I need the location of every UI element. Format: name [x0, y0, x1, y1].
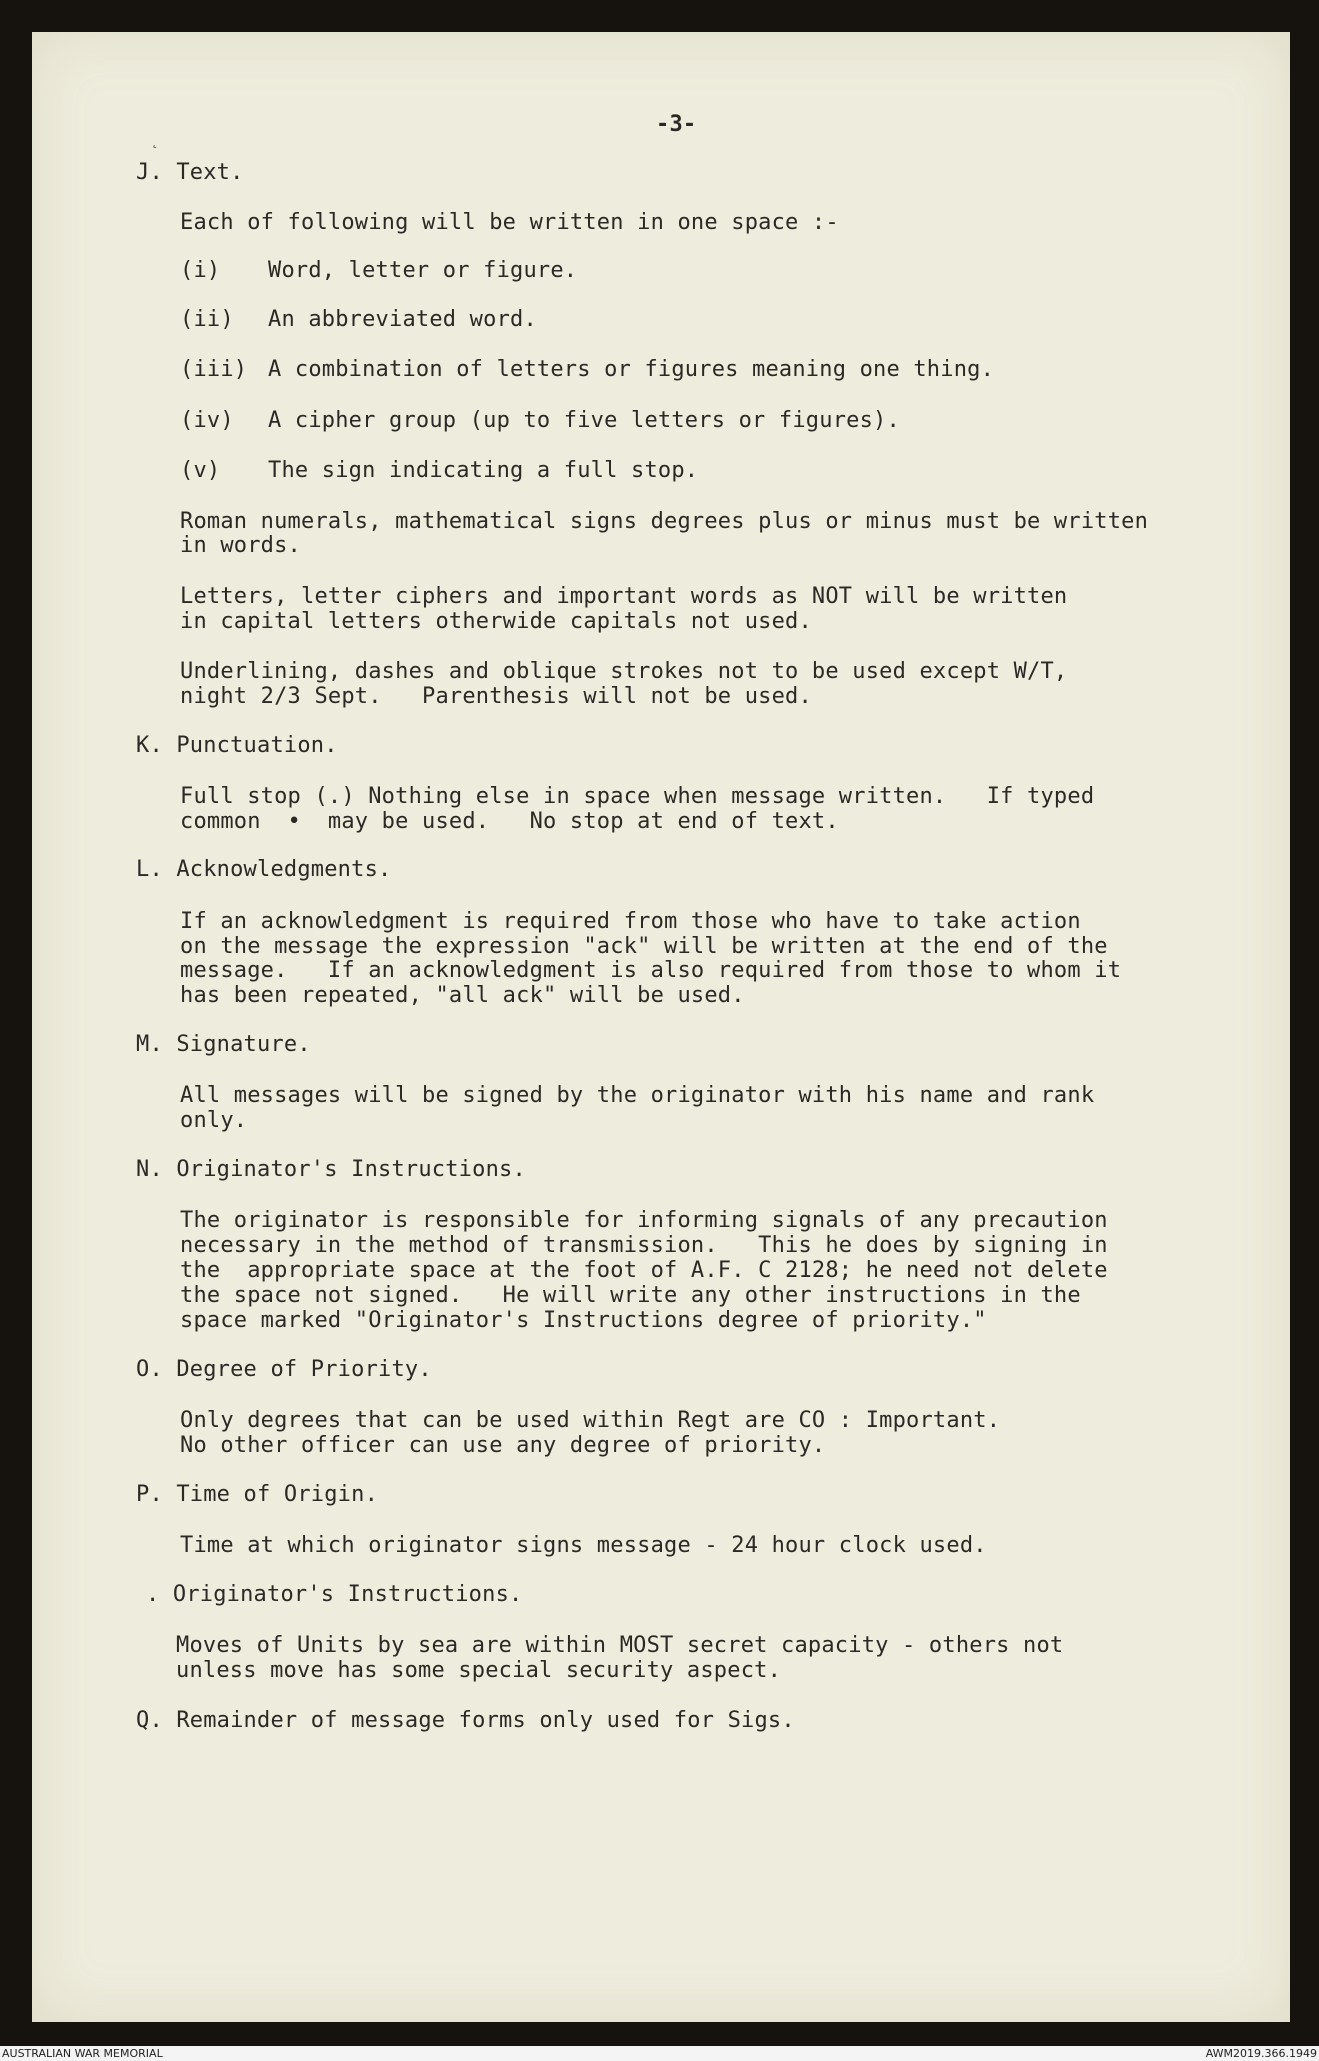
- section-k-heading: K. Punctuation.: [136, 733, 338, 758]
- list-item-text: A cipher group (up to five letters or figures).: [268, 408, 900, 433]
- list-item-number: (i): [180, 258, 221, 283]
- section-originator-line: Moves of Units by sea are within MOST secret capacity - others not: [176, 1633, 1064, 1658]
- section-j-paragraph-line: in words.: [180, 533, 302, 558]
- section-n-line: space marked "Originator's Instructions degree of priority.": [180, 1308, 987, 1333]
- stray-mark: ˛: [150, 130, 160, 149]
- section-n-line: The originator is responsible for informing signals of any precaution: [180, 1208, 1108, 1233]
- list-item-number: (iv): [180, 408, 234, 433]
- section-n-line: the space not signed. He will write any other instructions in the: [180, 1283, 1081, 1308]
- section-j-heading: J. Text.: [136, 160, 244, 185]
- section-m-heading: M. Signature.: [136, 1032, 311, 1057]
- section-k-line: common • may be used. No stop at end of text.: [180, 809, 839, 834]
- section-n-line: necessary in the method of transmission. This he does by signing in: [180, 1233, 1108, 1258]
- section-p-line: Time at which originator signs message - 24 hour clock used.: [180, 1533, 987, 1558]
- section-j-paragraph-line: Roman numerals, mathematical signs degrees plus or minus must be written: [180, 509, 1149, 534]
- list-item-text: The sign indicating a full stop.: [268, 458, 699, 483]
- section-m-line: only.: [180, 1108, 248, 1133]
- list-item-number: (iii): [180, 357, 248, 382]
- list-item-number: (ii): [180, 307, 234, 332]
- list-item-text: A combination of letters or figures meaning one thing.: [268, 357, 995, 382]
- list-item-text: Word, letter or figure.: [268, 258, 578, 283]
- list-item-number: (v): [180, 458, 221, 483]
- section-l-line: on the message the expression "ack" will be written at the end of the: [180, 934, 1108, 959]
- section-k-line: Full stop (.) Nothing else in space when message written. If typed: [180, 784, 1095, 809]
- section-j-paragraph-line: in capital letters otherwide capitals not used.: [180, 609, 812, 634]
- footer: [0, 2046, 1319, 2061]
- footer-accession-number: AWM2019.366.1949: [1205, 2047, 1317, 2060]
- list-item-text: An abbreviated word.: [268, 307, 537, 332]
- section-o-heading: O. Degree of Priority.: [136, 1357, 432, 1382]
- section-l-line: If an acknowledgment is required from those who have to take action: [180, 909, 1081, 934]
- section-l-line: has been repeated, "all ack" will be used.: [180, 983, 745, 1008]
- section-n-line: the appropriate space at the foot of A.F. C 2128; he need not delete: [180, 1258, 1108, 1283]
- section-m-line: All messages will be signed by the originator with his name and rank: [180, 1083, 1095, 1108]
- footer-credit: AUSTRALIAN WAR MEMORIAL: [2, 2047, 163, 2060]
- section-q-heading: Q. Remainder of message forms only used for Sigs.: [136, 1708, 795, 1733]
- section-l-heading: L. Acknowledgments.: [136, 857, 392, 882]
- section-originator-heading: . Originator's Instructions.: [146, 1582, 523, 1607]
- section-n-heading: N. Originator's Instructions.: [136, 1157, 526, 1182]
- section-originator-line: unless move has some special security aspect.: [176, 1658, 782, 1683]
- page-number: -3-: [656, 112, 697, 137]
- section-j-paragraph-line: night 2/3 Sept. Parenthesis will not be used.: [180, 684, 812, 709]
- section-j-intro: Each of following will be written in one space :-: [180, 210, 839, 235]
- section-j-paragraph-line: Underlining, dashes and oblique strokes not to be used except W/T,: [180, 659, 1068, 684]
- section-l-line: message. If an acknowledgment is also required from those to whom it: [180, 958, 1122, 983]
- section-o-line: Only degrees that can be used within Regt are CO : Important.: [180, 1408, 1001, 1433]
- section-o-line: No other officer can use any degree of priority.: [180, 1433, 826, 1458]
- section-j-paragraph-line: Letters, letter ciphers and important words as NOT will be written: [180, 584, 1068, 609]
- section-p-heading: P. Time of Origin.: [136, 1482, 379, 1507]
